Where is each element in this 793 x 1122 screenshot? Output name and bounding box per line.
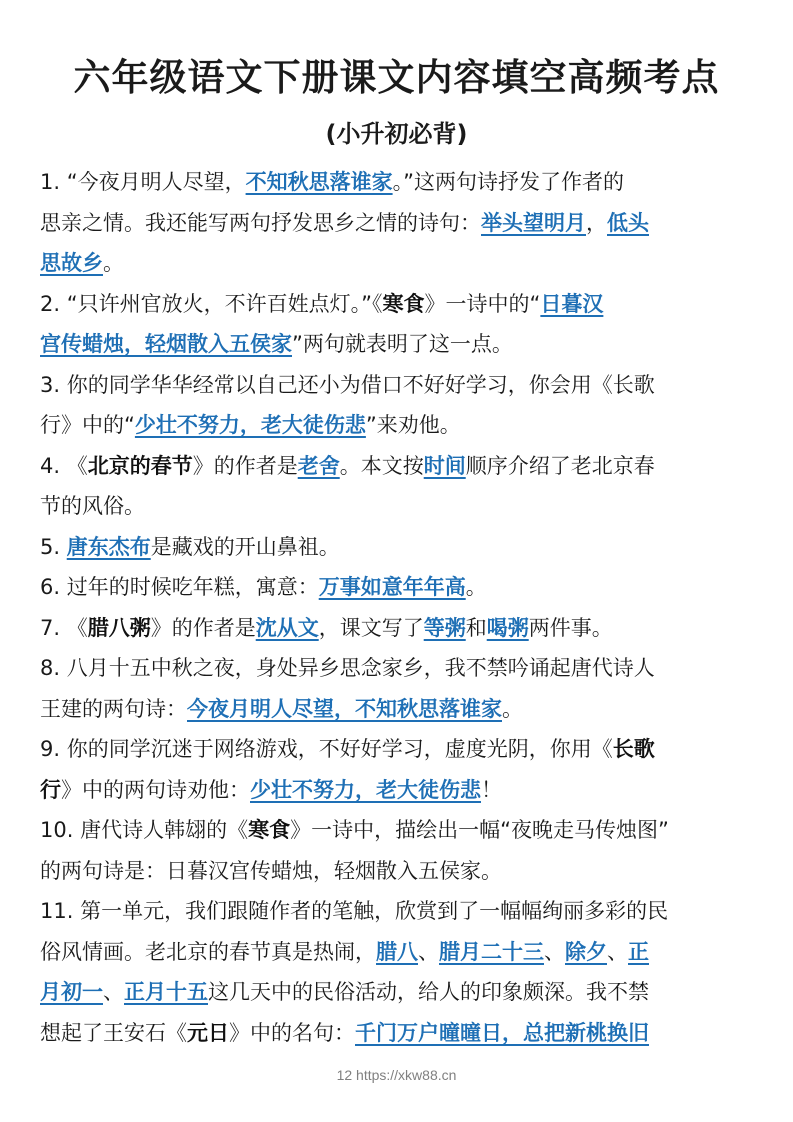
- answer-text: 千门万户曈曈日，总把新桃换旧: [355, 1020, 649, 1045]
- body-text: 思亲之情。我还能写两句抒发思乡之情的诗句：: [40, 210, 481, 235]
- body-text: 王建的两句诗：: [40, 696, 187, 721]
- bold-title: 长歌: [612, 737, 655, 761]
- body-text: 顺序介绍了老北京春: [465, 453, 655, 478]
- text-line: [40, 729, 756, 770]
- body-text: 节的风俗。: [40, 494, 145, 518]
- text-line: [40, 972, 756, 1013]
- body-text: 和: [465, 615, 487, 640]
- body-text: 》一诗中，描绘出一幅“夜晚走马传烛图”: [290, 818, 669, 842]
- question-list: [40, 162, 756, 1053]
- text-line: [40, 486, 756, 527]
- text-line: [40, 770, 756, 811]
- body-text: 8. 八月十五中秋之夜，身处异乡思念家乡，我不禁吟诵起唐代诗人: [40, 656, 655, 680]
- body-text: 》的作者是: [192, 453, 298, 478]
- body-text: ”两句就表明了这一点。: [292, 332, 513, 356]
- body-text: ”来劝他。: [365, 413, 461, 437]
- text-line: [40, 810, 756, 851]
- answer-text: 腊八: [376, 939, 418, 964]
- answer-text: 正月十五: [124, 980, 208, 1004]
- answer-text: 腊月二十三: [439, 939, 544, 964]
- answer-text: 老舍: [297, 453, 340, 478]
- body-text: 想起了王安石《: [40, 1020, 187, 1045]
- body-text: 。: [465, 575, 487, 599]
- text-line: [40, 689, 756, 730]
- answer-text: 沈从文: [255, 615, 319, 640]
- answer-text: 日暮汉: [540, 291, 604, 316]
- text-line: [40, 405, 756, 446]
- answer-text: 等粥: [423, 615, 466, 640]
- answer-text: 举头望明月: [481, 210, 586, 235]
- body-text: 这几天中的民俗活动，给人的印象颇深。我不禁: [208, 980, 649, 1004]
- answer-text: 月初一: [40, 980, 103, 1004]
- body-text: 》中的名句：: [229, 1020, 355, 1045]
- answer-text: 低头: [607, 210, 649, 235]
- body-text: 4. 《: [40, 453, 88, 478]
- body-text: 》的作者是: [150, 615, 256, 640]
- text-line: [40, 1013, 756, 1054]
- body-text: 。: [103, 251, 124, 275]
- page-title: 六年级语文下册课文内容填空高频考点: [73, 56, 720, 99]
- answer-text: 宫传蜡烛，轻烟散入五侯家: [40, 332, 292, 356]
- text-line: [40, 203, 756, 244]
- answer-text: 时间: [423, 453, 466, 478]
- text-line: [40, 932, 756, 973]
- body-text: 》一诗中的“: [424, 291, 541, 316]
- body-text: 、: [103, 980, 124, 1004]
- text-line: [40, 891, 756, 932]
- text-line: [40, 324, 756, 365]
- bold-title: 元日: [187, 1020, 229, 1045]
- body-text: 1. “今夜月明人尽望，: [40, 170, 246, 194]
- text-line: [40, 608, 756, 649]
- body-text: 2. “只许州官放火，不许百姓点灯。”《: [40, 291, 383, 316]
- text-line: [40, 162, 756, 203]
- body-text: ！: [481, 777, 502, 802]
- body-text: 行》中的“: [40, 413, 135, 437]
- body-text: 、: [544, 939, 565, 964]
- body-text: 是藏戏的开山鼻祖。: [150, 534, 340, 559]
- text-line: [40, 851, 756, 892]
- text-line: [40, 648, 756, 689]
- page-subtitle: (小升初必背): [325, 120, 468, 148]
- answer-text: 除夕: [565, 939, 607, 964]
- bold-title: 行: [40, 777, 61, 802]
- body-text: 、: [418, 939, 439, 964]
- body-text: 、: [607, 939, 628, 964]
- body-text: 两件事。: [528, 615, 613, 640]
- bold-title: 寒食: [248, 818, 291, 842]
- text-line: [40, 567, 756, 608]
- body-text: 。”这两句诗抒发了作者的: [392, 170, 624, 194]
- text-line: [40, 243, 756, 284]
- body-text: 。: [502, 696, 523, 721]
- text-line: [40, 527, 756, 568]
- page-footer: 12 https://xkw88.cn: [336, 1067, 457, 1083]
- bold-title: 北京的春节: [87, 453, 193, 478]
- body-text: ，: [586, 210, 607, 235]
- answer-text: 不知秋思落谁家: [245, 170, 393, 194]
- answer-text: 今夜月明人尽望，不知秋思落谁家: [187, 696, 502, 721]
- body-text: 5.: [40, 534, 67, 559]
- bold-title: 腊八粥: [87, 615, 151, 640]
- body-text: 。本文按: [339, 453, 424, 478]
- answer-text: 少壮不努力，老大徒伤悲: [134, 413, 366, 437]
- body-text: 的两句诗是：日暮汉宫传蜡烛，轻烟散入五侯家。: [40, 858, 502, 883]
- body-text: 10. 唐代诗人韩翃的《: [40, 818, 249, 842]
- answer-text: 正: [628, 939, 649, 964]
- answer-text: 万事如意年年高: [318, 575, 466, 599]
- answer-text: 少壮不努力，老大徒伤悲: [250, 777, 481, 802]
- text-line: [40, 446, 756, 487]
- body-text: 7. 《: [40, 615, 88, 640]
- text-line: [40, 284, 756, 325]
- text-line: [40, 365, 756, 406]
- answer-text: 唐东杰布: [66, 534, 151, 559]
- body-text: 11. 第一单元，我们跟随作者的笔触，欣赏到了一幅幅绚丽多彩的民: [40, 899, 669, 923]
- body-text: 6. 过年的时候吃年糕，寓意：: [40, 575, 319, 599]
- body-text: 俗风情画。老北京的春节真是热闹，: [40, 939, 376, 964]
- body-text: 3. 你的同学华华经常以自己还小为借口不好好学习，你会用《长歌: [40, 372, 655, 397]
- bold-title: 寒食: [382, 291, 425, 316]
- body-text: 》中的两句诗劝他：: [61, 777, 250, 802]
- body-text: ，课文写了: [318, 615, 424, 640]
- answer-text: 喝粥: [486, 615, 529, 640]
- body-text: 9. 你的同学沉迷于网络游戏，不好好学习，虚度光阴，你用《: [40, 737, 613, 761]
- answer-text: 思故乡: [40, 251, 103, 275]
